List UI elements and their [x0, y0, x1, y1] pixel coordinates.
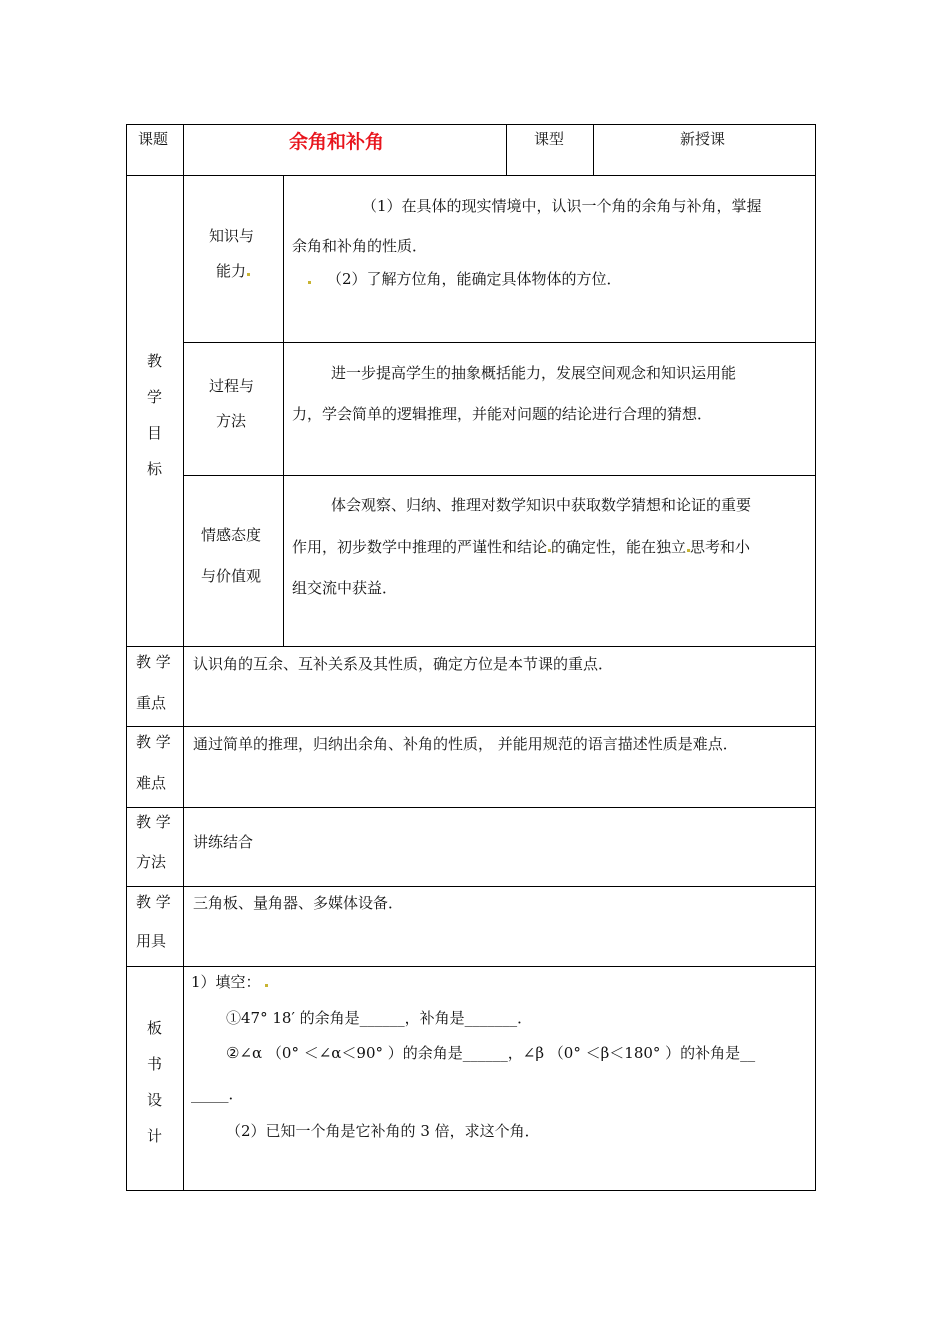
objectives-section-label — [147, 343, 162, 487]
grid-line — [126, 1190, 816, 1191]
grid-line — [126, 646, 816, 647]
anchor-mark-icon — [265, 984, 268, 987]
tools-text: 三角板、量角器、多媒体设备． — [193, 894, 404, 912]
tools-label-line1: 教 学 — [136, 893, 171, 911]
knowledge-label-line2: 能力 — [216, 262, 247, 280]
grid-line — [126, 966, 816, 967]
knowledge-label-line2-wrap — [216, 261, 250, 281]
board-label-char: 设 — [147, 1091, 163, 1109]
board-line3: ②∠α （0° ＜∠α＜90° ）的余角是______，∠β （0° ＜β＜180° ）的补角是__ — [226, 1044, 756, 1062]
grid-line — [126, 886, 816, 887]
grid-line — [126, 726, 816, 727]
grid-line — [506, 124, 507, 176]
grid-line — [183, 124, 184, 1191]
tools-label-line2: 用具 — [136, 932, 167, 950]
emotion-label-line1: 情感态度 — [201, 526, 262, 544]
knowledge-line2: 余角和补角的性质． — [292, 237, 428, 255]
board-line4: _____． — [191, 1085, 244, 1103]
key-points-text: 认识角的互余、互补关系及其性质，确定方位是本节课的重点． — [193, 655, 614, 673]
emotion-line1: 体会观察、归纳、推理对数学知识中获取数学猜想和论证的重要 — [331, 496, 752, 514]
process-label-line2: 方法 — [216, 412, 247, 430]
topic-label: 课题 — [138, 130, 169, 148]
emotion-line2-part: 的确定性，能在独立 — [551, 538, 687, 556]
grid-line — [183, 342, 816, 343]
objectives-label-char: 标 — [147, 460, 163, 478]
difficulties-label-line1: 教 学 — [136, 733, 171, 751]
type-label: 课型 — [534, 130, 565, 148]
board-line2: ①47° 18′ 的余角是______，补角是_______． — [226, 1009, 533, 1027]
anchor-mark-icon — [308, 281, 311, 284]
emotion-label-line2: 与价值观 — [201, 567, 262, 585]
process-line1: 进一步提高学生的抽象概括能力，发展空间观念和知识运用能 — [331, 364, 737, 382]
type-value: 新授课 — [680, 130, 726, 148]
objectives-label-char: 目 — [147, 424, 163, 442]
grid-line — [815, 124, 816, 1191]
anchor-mark-icon — [247, 273, 250, 276]
knowledge-line3-wrap — [307, 269, 622, 289]
method-label-line2: 方法 — [136, 853, 167, 871]
emotion-line2-part: 思考和小 — [690, 538, 751, 556]
grid-line — [283, 175, 284, 647]
board-line1-wrap — [191, 972, 268, 992]
difficulties-text: 通过简单的推理，归纳出余角、补角的性质， 并能用规范的语言描述性质是难点． — [193, 735, 738, 753]
board-line5: （2）已知一个角是它补角的 3 倍，求这个角． — [226, 1122, 540, 1140]
board-label-char: 书 — [147, 1055, 163, 1073]
grid-line — [126, 807, 816, 808]
knowledge-label-line1: 知识与 — [209, 227, 255, 245]
method-label-line1: 教 学 — [136, 813, 171, 831]
grid-line — [126, 124, 127, 1191]
board-label-char: 板 — [147, 1019, 163, 1037]
objectives-label-char: 学 — [147, 388, 163, 406]
emotion-line3: 组交流中获益． — [292, 579, 398, 597]
grid-line — [126, 175, 816, 176]
topic-title: 余角和补角 — [289, 131, 385, 153]
knowledge-line1: （1）在具体的现实情境中，认识一个角的余角与补角，掌握 — [362, 197, 762, 215]
emotion-line2-part: 作用，初步数学中推理的严谨性和结论 — [292, 538, 548, 556]
process-line2: 力，学会简单的逻辑推理，并能对问题的结论进行合理的猜想． — [292, 405, 713, 423]
method-text: 讲练结合 — [193, 833, 254, 851]
grid-line — [183, 475, 816, 476]
grid-line — [126, 124, 816, 125]
board-line1: 1）填空： — [191, 973, 261, 991]
knowledge-line3: （2）了解方位角，能确定具体物体的方位． — [327, 270, 622, 288]
objectives-label-char: 教 — [147, 352, 163, 370]
key-points-label-line2: 重点 — [136, 694, 167, 712]
board-label-char: 计 — [147, 1127, 163, 1145]
key-points-label-line1: 教 学 — [136, 653, 171, 671]
grid-line — [593, 124, 594, 176]
emotion-line2-wrap — [292, 537, 750, 557]
process-label-line1: 过程与 — [209, 377, 255, 395]
difficulties-label-line2: 难点 — [136, 774, 167, 792]
board-section-label — [147, 1010, 162, 1154]
